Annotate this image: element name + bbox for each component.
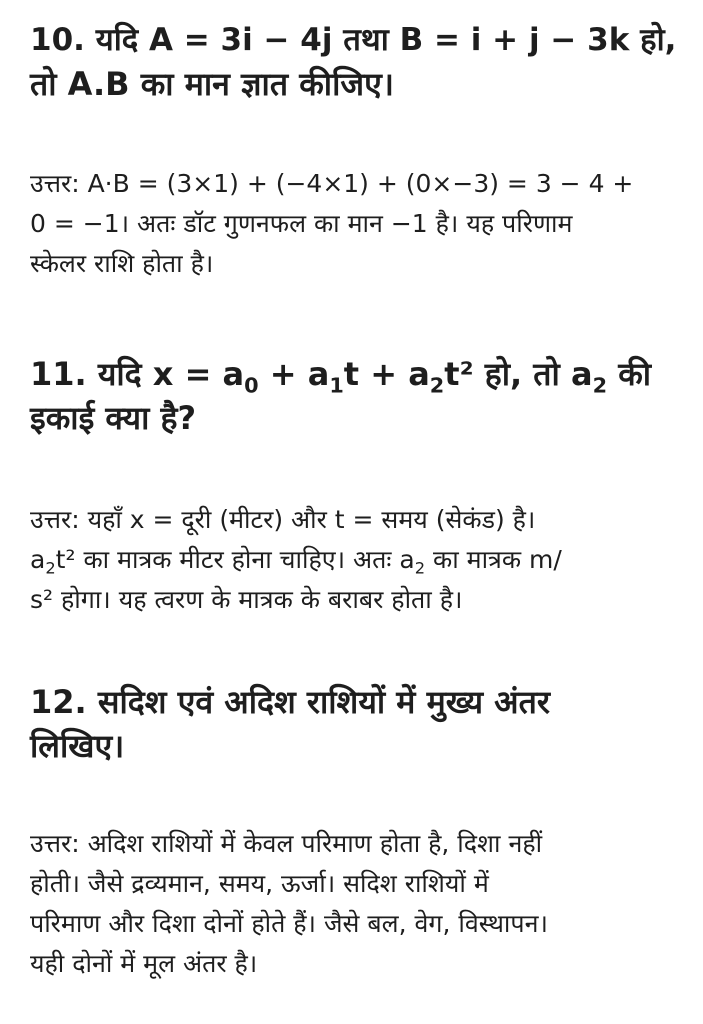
answer-12-line-3: परिमाण और दिशा दोनों होते हैं। जैसे बल, वेग, विस्थापन। bbox=[30, 909, 548, 938]
answer-11-line-2: $a_2t^2$ का मात्रक मीटर होना चाहिए। अतः $a_2$ का मात्रक m/ bbox=[30, 545, 562, 578]
answer-12-line-2: होती। जैसे द्रव्यमान, समय, ऊर्जा। सदिश राशियों में bbox=[30, 869, 489, 898]
answer-10-line-2: 0 = −1। अतः डॉट गुणनफल का मान −1 है। यह परिणाम bbox=[30, 209, 573, 238]
subscript: 2 bbox=[592, 373, 608, 398]
answer-11-line-1: उत्तर: यहाँ x = दूरी (मीटर) और t = समय (सेकंड) है। bbox=[30, 505, 536, 534]
question-12 bbox=[30, 680, 685, 768]
answer-12 bbox=[30, 824, 685, 984]
question-12-line-2: लिखिए। bbox=[30, 727, 125, 765]
answer-12-line-4: यही दोनों में मूल अंतर है। bbox=[30, 949, 258, 978]
question-10 bbox=[30, 18, 685, 106]
question-10-line-2: तो A.B का मान ज्ञात कीजिए। bbox=[30, 65, 394, 103]
question-11-line-1: 11. यदि $x = a_0 + a_1t + a_2t^2$ हो, तो $a_2$ की bbox=[30, 355, 652, 398]
subscript: 2 bbox=[45, 558, 56, 578]
subscript: 2 bbox=[429, 373, 445, 398]
subscript: 1 bbox=[329, 373, 344, 398]
question-10-line-1: 10. यदि A = 3i − 4j तथा B = i + j − 3k हो, bbox=[30, 22, 677, 58]
question-11-line-2: इकाई क्या है? bbox=[30, 399, 197, 437]
question-11 bbox=[30, 352, 685, 440]
answer-10-line-3: स्केलर राशि होता है। bbox=[30, 249, 214, 278]
subscript: 0 bbox=[244, 373, 259, 398]
question-12-line-1: 12. सदिश एवं अदिश राशियों में मुख्य अंतर bbox=[30, 683, 550, 721]
subscript: 2 bbox=[414, 558, 426, 578]
answer-10 bbox=[30, 164, 685, 284]
answer-11-line-3: s² होगा। यह त्वरण के मात्रक के बराबर होता है। bbox=[30, 585, 463, 614]
answer-11 bbox=[30, 500, 685, 620]
answer-12-line-1: उत्तर: अदिश राशियों में केवल परिमाण होता है, दिशा नहीं bbox=[30, 829, 543, 858]
answer-10-line-1: उत्तर: A·B = (3×1) + (−4×1) + (0×−3) = 3 − 4 + bbox=[30, 169, 634, 198]
